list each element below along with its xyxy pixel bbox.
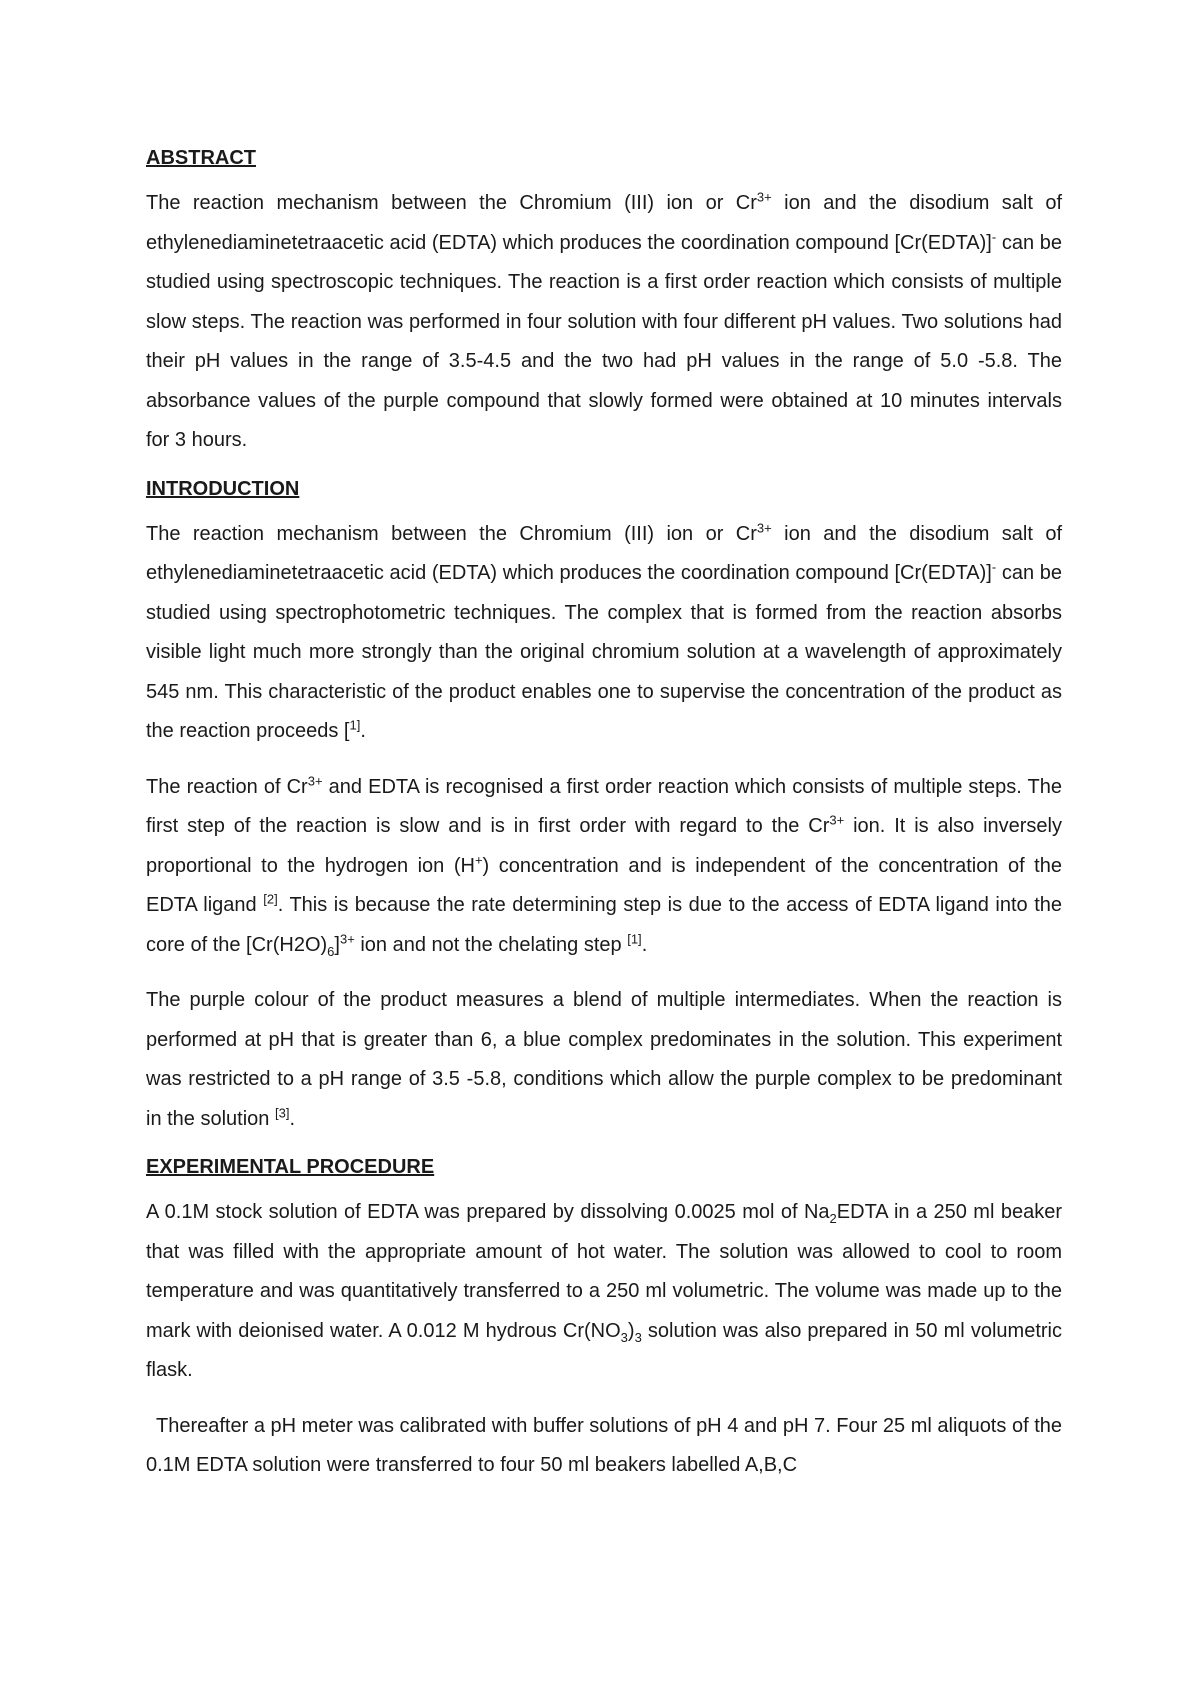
superscript: 3+ <box>756 189 772 205</box>
subscript: 3 <box>620 1329 628 1345</box>
superscript: [3] <box>274 1104 290 1120</box>
superscript: 3+ <box>339 930 355 946</box>
superscript: 3+ <box>829 812 845 828</box>
abstract-heading: ABSTRACT <box>146 147 256 169</box>
introduction-paragraph-2: The reaction of $Cr^{3+}$ and EDTA is recognised a first order reaction which consists of multiple steps. The first step of the reaction is slow and is in first order with regard to the $Cr^{3+}$ ion. It is also inversely proportional to the hydrogen ion (H+) concentration and is independent of the concentration of the EDTA ligand [2]. This is because the rate determining step is due to the access of EDTA ligand into the core of the $[Cr(H2O)_6]^{3+}$ ion and not the chelating step [1]. <box>146 772 1062 959</box>
superscript: 3+ <box>756 519 772 535</box>
superscript: + <box>474 851 483 867</box>
experimental-heading: EXPERIMENTAL PROCEDURE <box>146 1156 435 1178</box>
introduction-paragraph-3: The purple colour of the product measures a blend of multiple intermediates. When the reaction is performed at pH that is greater than 6, a blue complex predominates in the solution. This experiment was restricted to a pH range of 3.5 -5.8, conditions which allow the purple complex to be predominant in the solution [3]. <box>146 989 1062 1130</box>
superscript: 1] <box>349 717 361 733</box>
experimental-paragraph-2: Thereafter a pH meter was calibrated with buffer solutions of pH 4 and pH 7. Four 25 ml aliquots of the 0.1M EDTA solution were transferred to four 50 ml beakers labelled A,B,C <box>146 1414 1062 1476</box>
introduction-heading: INTRODUCTION <box>146 477 300 500</box>
superscript: 3+ <box>307 772 323 788</box>
subscript: 2 <box>829 1211 837 1226</box>
superscript: - <box>991 228 997 244</box>
superscript: [2] <box>263 891 278 907</box>
superscript: - <box>991 559 997 575</box>
introduction-paragraph-1: The reaction mechanism between the Chromium (III) ion or $Cr^{3+}$ ion and the disodium salt of ethylenediaminetetraacetic acid (EDTA) which produces the coordination compound [Cr(EDTA)]- can be studied using spectrophotometric techniques. The complex that is formed from the reaction absorbs visible light much more strongly than the original chromium solution at a wavelength of approximately 545 nm. This characteristic of the product enables one to supervise the concentration of the product as the reaction proceeds [$^{1]}$. <box>146 519 1062 742</box>
superscript: [1] <box>627 930 642 946</box>
experimental-paragraph-1: A 0.1M stock solution of EDTA was prepared by dissolving 0.0025 mol of $Na_2EDTA$ in a 250 ml beaker that was filled with the appropriate amount of hot water. The solution was allowed to cool to room temperature and was quantitatively transferred to a 250 ml volumetric. The volume was made up to the mark with deionised water. A 0.012 M hydrous $Cr(NO_3)_3$ solution was also prepared in 50 ml volumetric flask. <box>146 1201 1062 1381</box>
abstract-paragraph: The reaction mechanism between the Chromium (III) ion or $Cr^{3+}$ ion and the disodium salt of ethylenediaminetetraacetic acid (EDTA) which produces the coordination compound [Cr(EDTA)]- can be studied using spectroscopic techniques. The reaction is a first order reaction which consists of multiple slow steps. The reaction was performed in four solution with four different pH values. Two solutions had their pH values in the range of 3.5-4.5 and the two had pH values in the range of 5.0 -5.8. The absorbance values of the purple compound that slowly formed were obtained at 10 minutes intervals for 3 hours. <box>146 189 1062 451</box>
subscript: 3 <box>634 1329 642 1345</box>
subscript: 6 <box>327 943 335 959</box>
document-page <box>146 146 1062 1502</box>
